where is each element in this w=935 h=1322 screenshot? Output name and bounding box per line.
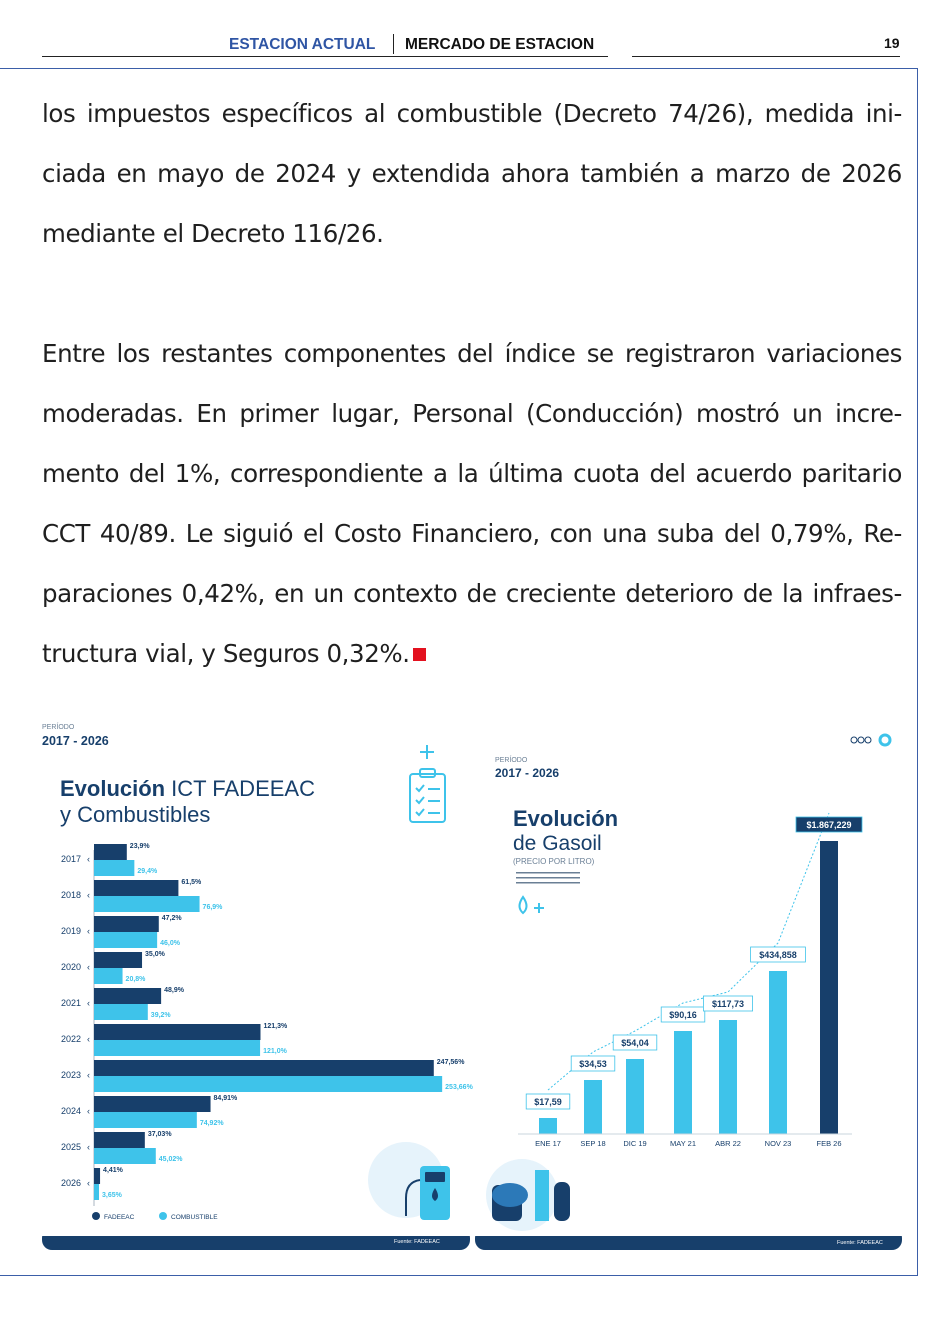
paragraph-line: ciada en mayo de 2024 y extendida ahora también a marzo de 2026	[42, 159, 902, 188]
ict-bar-combustible	[94, 1076, 442, 1092]
gasoil-subtitle: (PRECIO POR LITRO)	[513, 857, 595, 866]
ict-data-label: 20,8%	[125, 976, 146, 983]
ict-period: 2017 - 2026	[42, 734, 109, 748]
ict-title-rest: ICT FADEEAC	[171, 776, 315, 801]
ict-bar-combustible	[94, 1040, 260, 1056]
paragraph-line: mediante el Decreto 116/26.	[42, 219, 384, 248]
gasoil-bar	[719, 1020, 737, 1134]
end-of-article-mark	[413, 648, 426, 661]
ict-bar-combustible	[94, 1184, 99, 1200]
ict-data-label: 76,9%	[202, 904, 223, 911]
ict-tick-mark: ‹	[87, 890, 90, 900]
ict-data-label: 23,9%	[129, 843, 150, 850]
ict-bar-combustible	[94, 1004, 148, 1020]
ict-bar-combustible	[94, 932, 157, 948]
paragraph-line: los impuestos específicos al combustible (Decreto 74/26), medida ini-	[42, 99, 902, 128]
legend-combustible-swatch	[159, 1212, 167, 1220]
ict-year-label: 2023	[61, 1070, 82, 1080]
gasoil-bar	[674, 1031, 692, 1134]
page-number: 19	[884, 35, 900, 51]
ict-data-label: 29,4%	[137, 868, 158, 875]
ict-year-label: 2019	[61, 926, 82, 936]
infographic	[42, 710, 902, 1255]
gasoil-title-line2: de Gasoil	[513, 832, 602, 855]
ict-panel	[42, 710, 474, 1250]
ict-tick-mark: ‹	[87, 1178, 90, 1188]
ict-data-label: 61,5%	[181, 879, 202, 886]
ict-title	[60, 776, 315, 801]
paragraph-2	[42, 324, 902, 684]
gasoil-data-label: $34,53	[579, 1059, 607, 1069]
header-separator	[393, 34, 394, 54]
ict-bar-fadeeac	[94, 988, 161, 1004]
ict-bar-fadeeac	[94, 1168, 100, 1184]
ict-year-label: 2024	[61, 1106, 82, 1116]
ict-bar-fadeeac	[94, 844, 127, 860]
header-rule-right	[632, 56, 900, 57]
ict-year-label: 2017	[61, 854, 82, 864]
ict-year-label: 2021	[61, 998, 82, 1008]
paragraph-line: Entre los restantes componentes del índice se registraron variaciones	[42, 339, 902, 368]
ict-data-label: 39,2%	[150, 1012, 171, 1019]
ict-bar-combustible	[94, 1112, 197, 1128]
gasoil-bar	[769, 971, 787, 1134]
gasoil-data-label: $434,858	[759, 950, 797, 960]
ict-data-label: 45,02%	[158, 1156, 183, 1163]
ict-source: Fuente: FADEEAC	[394, 1239, 440, 1245]
gasoil-category-label: FEB 26	[816, 1139, 842, 1148]
ict-bar-fadeeac	[94, 1024, 260, 1040]
ict-data-label: 48,9%	[164, 987, 184, 994]
ict-period-label: PERÍODO	[42, 724, 75, 731]
gasoil-data-label: $54,04	[621, 1038, 649, 1048]
ict-bar-fadeeac	[94, 1060, 434, 1076]
ict-year-label: 2026	[61, 1178, 82, 1188]
ict-tick-mark: ‹	[87, 962, 90, 972]
ict-bar-fadeeac	[94, 880, 178, 896]
gasoil-title-line1: Evolución	[513, 806, 619, 831]
gasoil-category-label: NOV 23	[764, 1139, 792, 1148]
ict-data-label: 84,91%	[213, 1095, 238, 1102]
paragraph-line-last	[42, 624, 902, 684]
gasoil-panel	[475, 714, 902, 1250]
ict-tick-mark: ‹	[87, 1106, 90, 1116]
paragraph-line: moderadas. En primer lugar, Personal (Conducción) mostró un incre-	[42, 399, 902, 428]
ict-title-line2: y Combustibles	[60, 802, 211, 827]
ict-bar-combustible	[94, 1148, 156, 1164]
gasoil-bar	[626, 1059, 644, 1134]
ict-bar-fadeeac	[94, 1132, 145, 1148]
ict-bar-fadeeac	[94, 1096, 211, 1112]
ict-data-label: 4,41%	[103, 1167, 123, 1174]
ict-tick-mark: ‹	[87, 1142, 90, 1152]
legend-fadeeac-swatch	[92, 1212, 100, 1220]
ict-bar-combustible	[94, 968, 123, 984]
ict-tick-mark: ‹	[87, 998, 90, 1008]
gasoil-bar	[539, 1118, 557, 1134]
ict-data-label: 46,0%	[160, 940, 180, 947]
ict-footer-mask	[42, 1220, 470, 1236]
ict-data-label: 253,66%	[445, 1084, 473, 1091]
ict-data-label: 47,2%	[161, 915, 182, 922]
ict-title-bold: Evolución	[60, 776, 166, 801]
gasoil-category-label: DIC 19	[623, 1139, 647, 1148]
paragraph-line-text: tructura vial, y Seguros 0,32%.	[42, 639, 410, 668]
ict-data-label: 74,92%	[199, 1120, 224, 1127]
gasoil-data-label: $1.867,229	[806, 820, 852, 830]
ict-year-label: 2025	[61, 1142, 82, 1152]
gasoil-bar	[820, 841, 838, 1134]
ict-data-label: 37,03%	[147, 1131, 172, 1138]
paragraph-1	[42, 84, 902, 264]
gasoil-category-label: MAY 21	[670, 1139, 696, 1148]
ict-tick-mark: ‹	[87, 854, 90, 864]
gasoil-data-label: $90,16	[669, 1010, 697, 1020]
ict-tick-mark: ‹	[87, 926, 90, 936]
gasoil-data-label: $117,73	[711, 999, 745, 1009]
paragraph-line: paraciones 0,42%, en un contexto de creciente deterioro de la infraes-	[42, 579, 902, 608]
ict-data-label: 121,3%	[263, 1023, 288, 1030]
paragraph-line: mento del 1%, correspondiente a la última cuota del acuerdo paritario	[42, 459, 902, 488]
ict-year-label: 2018	[61, 890, 82, 900]
gasoil-period-label: PERÍODO	[495, 757, 528, 764]
ict-bar-fadeeac	[94, 916, 159, 932]
ict-data-label: 3,65%	[102, 1192, 122, 1199]
gasoil-data-label: $17,59	[534, 1097, 562, 1107]
header-rule-left	[42, 56, 608, 57]
ict-year-label: 2020	[61, 962, 82, 972]
gasoil-category-label: ABR 22	[715, 1139, 741, 1148]
ict-data-label: 247,56%	[436, 1059, 465, 1066]
gasoil-period: 2017 - 2026	[495, 766, 560, 780]
header-section: ESTACION ACTUAL	[229, 36, 376, 53]
ict-tick-mark: ‹	[87, 1034, 90, 1044]
gasoil-bar	[584, 1080, 602, 1134]
ict-bar-combustible	[94, 896, 200, 912]
paragraph-line: CCT 40/89. Le siguió el Costo Financiero, con una suba del 0,79%, Re-	[42, 519, 902, 548]
ict-data-label: 121,0%	[263, 1048, 287, 1055]
legend-combustible-label: COMBUSTIBLE	[171, 1214, 218, 1221]
ict-data-label: 35,0%	[145, 951, 165, 958]
gasoil-category-label: SEP 18	[580, 1139, 606, 1148]
ict-year-label: 2022	[61, 1034, 82, 1044]
legend-fadeeac-label: FADEEAC	[104, 1214, 135, 1221]
ict-bar-combustible	[94, 860, 134, 876]
ict-tick-mark: ‹	[87, 1070, 90, 1080]
gasoil-source: Fuente: FADEEAC	[837, 1240, 883, 1246]
gasoil-category-label: ENE 17	[535, 1139, 561, 1148]
ict-bar-fadeeac	[94, 952, 142, 968]
header-title: MERCADO DE ESTACION	[405, 36, 595, 53]
